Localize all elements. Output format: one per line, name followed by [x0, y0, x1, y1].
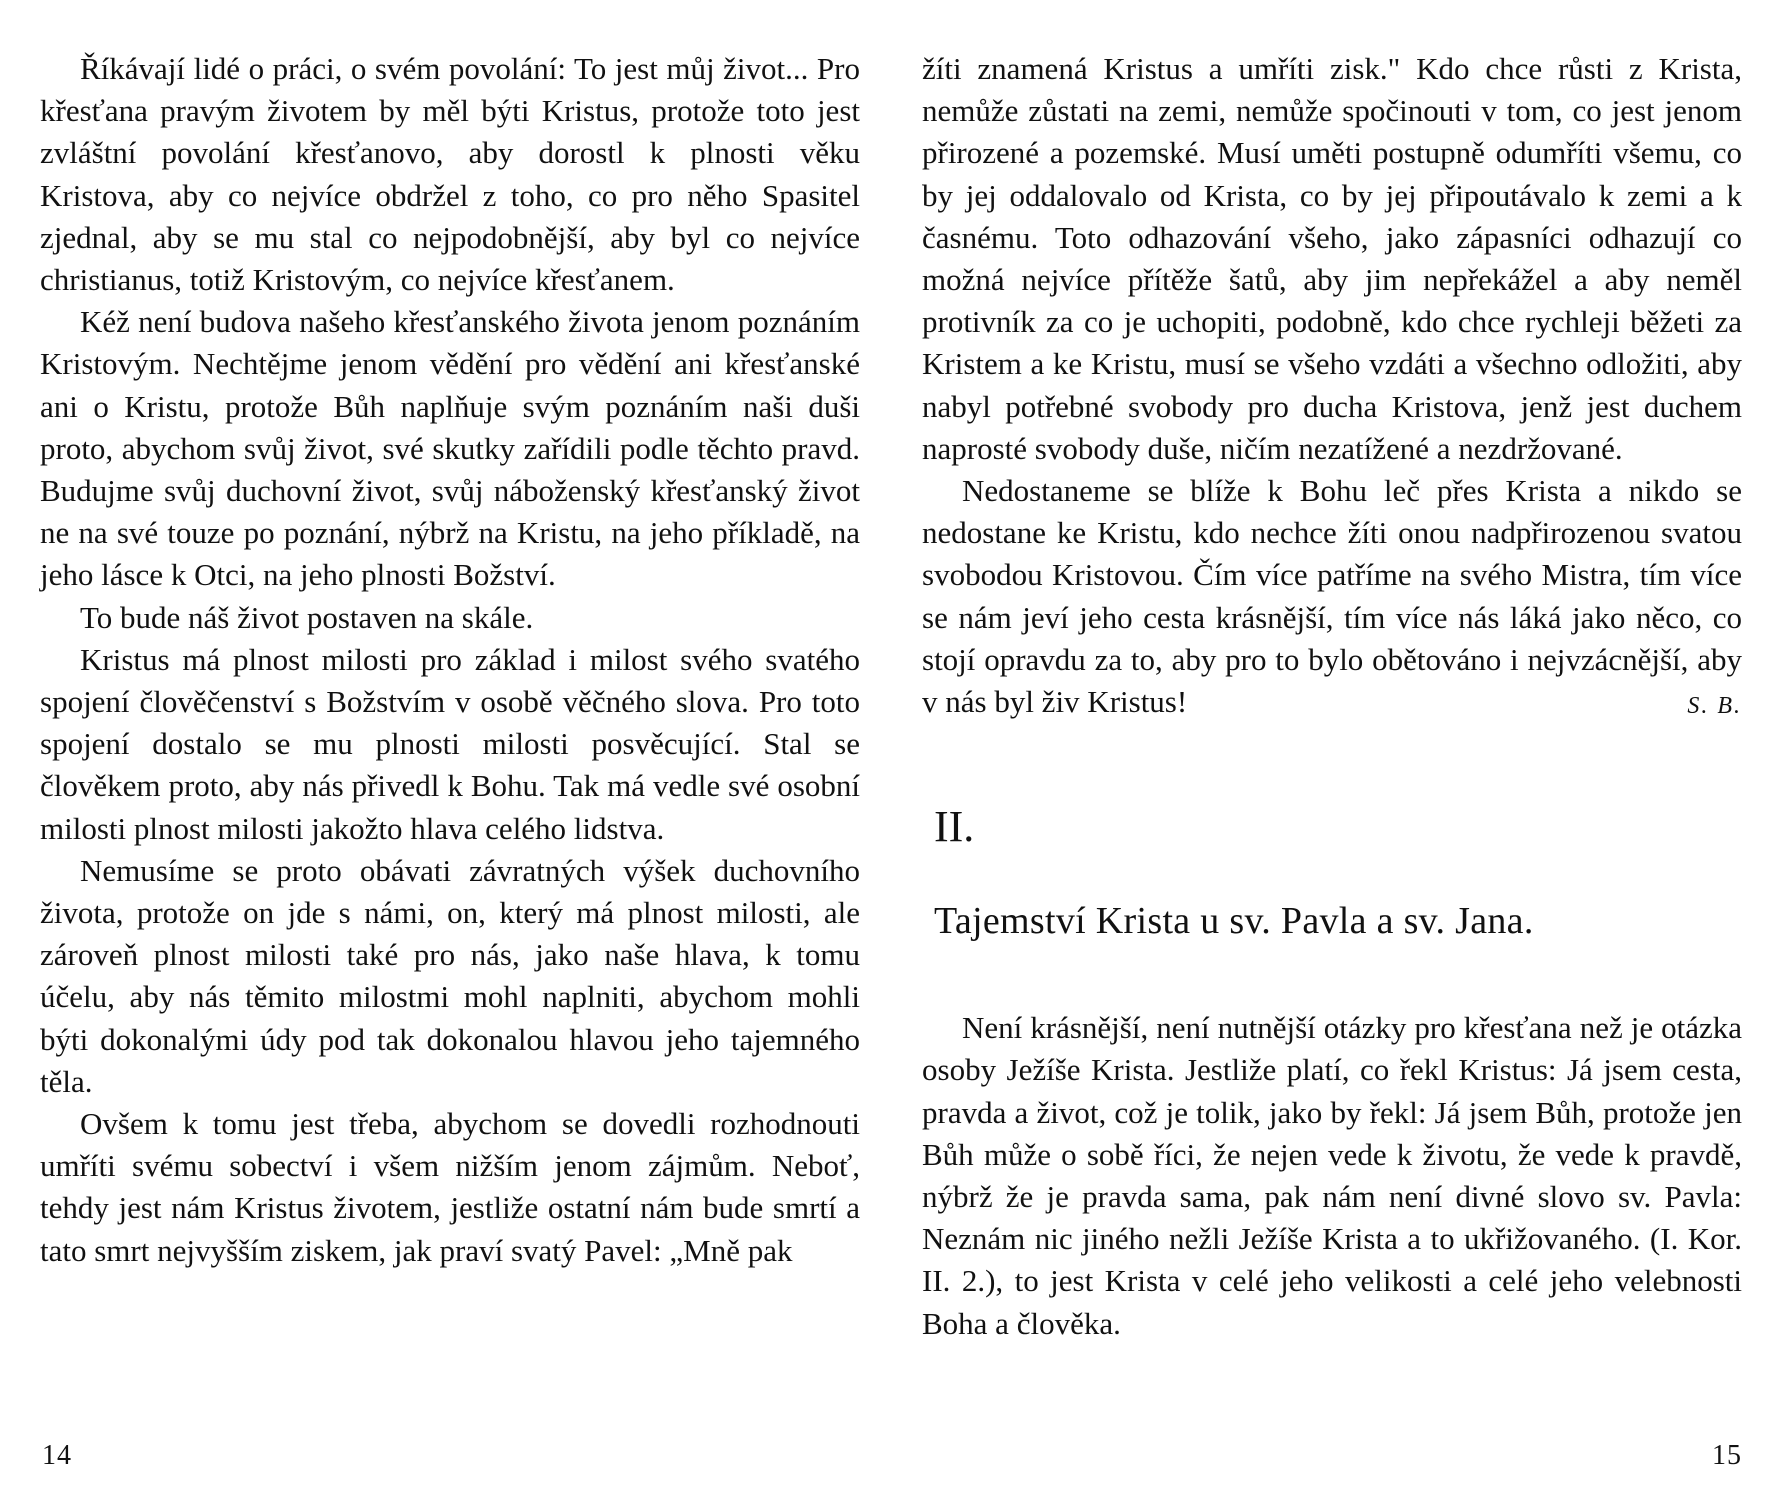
right-page [886, 0, 1772, 1500]
author-signature: S. B. [1687, 693, 1742, 720]
right-continued-paragraph: žíti znamená Kristus a umříti zisk." Kdo chce růsti z Krista, nemůže zůstati na zemi, nemůže spočinouti v tom, co jest jenom přirozené a pozemské. Musí uměti postupně odumříti všemu, co by jej oddalovalo od Krista, co by jej připoutávalo k zemi a k časnému. Toto odhazování všeho, jako zápasníci odhazují co možná nejvíce přítěže šatů, aby jim nepřekážel a aby neměl protivník za co je uchopiti, podobně, kdo chce rychleji běžeti za Kristem a ke Kristu, musí se všeho vzdáti a všechno odložiti, aby nabyl potřebné svobody pro ducha Kristova, jenž jest duchem naprosté svobody duše, ničím nezatížené a nezdržované. [922, 51, 1742, 466]
section-body [922, 1007, 1742, 1345]
section-paragraph: Není krásnější, není nutnější otázky pro křesťana než je otázka osoby Ježíše Krista. Jestliže platí, co řekl Kristus: Já jsem cesta, pravda a život, což je tolik, jako by řekl: Já jsem Bůh, protože jen Bůh může o sobě říci, že nejen vede k životu, že vede k pravdě, nýbrž že je pravda sama, pak nám není divné slovo sv. Pavla: Neznám nic jiného nežli Ježíše Krista a to ukřižovaného. (I. Kor. II. 2.), to jest Krista v celé jeho velikosti a celé jeho velebnosti Boha a člověka. [922, 1010, 1742, 1341]
left-paragraph-1: Říkávají lidé o práci, o svém povolání: To jest můj život... Pro křesťana pravým životem by měl býti Kristus, protože toto jest zvláštní povolání křesťanovo, aby dorostl k plnosti věku Kristova, aby co nejvíce obdržel z toho, co pro něho Spasitel zjednal, aby se mu stal co nejpodobnější, aby byl co nejvíce christianus, totiž Kristovým, co nejvíce křesťanem. [40, 51, 860, 298]
section-title: Tajemství Krista u sv. Pavla a sv. Jana. [934, 900, 1534, 943]
left-paragraph-5: Nemusíme se proto obávati závratných výšek duchovního života, protože on jde s námi, on, který má plnost milosti, ale zároveň plnost milosti také pro nás, jako naše hlava, k tomu účelu, aby nás těmito milostmi mohl naplniti, abychom mohli býti dokonalými údy pod tak dokonalou hlavou jeho tajemného těla. [40, 852, 860, 1099]
left-paragraph-4: Kristus má plnost milosti pro základ i milost svého svatého spojení člověčenství s Božstvím v osobě věčného slova. Pro toto spojení dostalo se mu plnosti milosti posvěcující. Stal se člověkem proto, aby nás přivedl k Bohu. Tak má vedle své osobní milosti plnost milosti jakožto hlava celého lidstva. [40, 641, 860, 846]
left-paragraph-6: Ovšem k tomu jest třeba, abychom se dovedli rozhodnouti umříti svému sobectví i všem nižším jenom zájmům. Neboť, tehdy jest nám Kristus životem, jestliže ostatní nám bude smrtí a tato smrt nejvyšším ziskem, jak praví svatý Pavel: „Mně pak [40, 1106, 860, 1268]
left-page-text-column [40, 48, 860, 1272]
left-paragraph-2: Kéž není budova našeho křesťanského života jenom poznáním Kristovým. Nechtějme jenom vědění pro vědění ani křesťanské ani o Kristu, protože Bůh naplňuje svým poznáním naši duši proto, abychom svůj život, své skutky zařídili podle těchto pravd. Budujme svůj duchovní život, svůj náboženský křesťanský život ne na své touze po poznání, nýbrž na Kristu, na jeho příkladě, na jeho lásce k Otci, na jeho plnosti Božství. [40, 304, 860, 593]
section-numeral: II. [934, 802, 975, 852]
right-closing-paragraph-text: Nedostaneme se blíže k Bohu leč přes Krista a nikdo se nedostane ke Kristu, kdo nechce žíti onou nadpřirozenou svatou svobodou Kristovou. Čím více patříme na svého Mistra, tím více se nám jeví jeho cesta krásnější, tím více nás láká jako něco, co stojí opravdu za to, aby pro to bylo obětováno i nejvzácnější, aby v nás byl živ Kristus! [922, 473, 1742, 720]
page-number-right: 15 [1712, 1440, 1742, 1471]
right-closing-paragraph [922, 470, 1742, 723]
right-page-text-column [922, 48, 1742, 1345]
page-number-left: 14 [42, 1440, 72, 1471]
left-paragraph-3: To bude náš život postaven na skále. [80, 599, 534, 635]
